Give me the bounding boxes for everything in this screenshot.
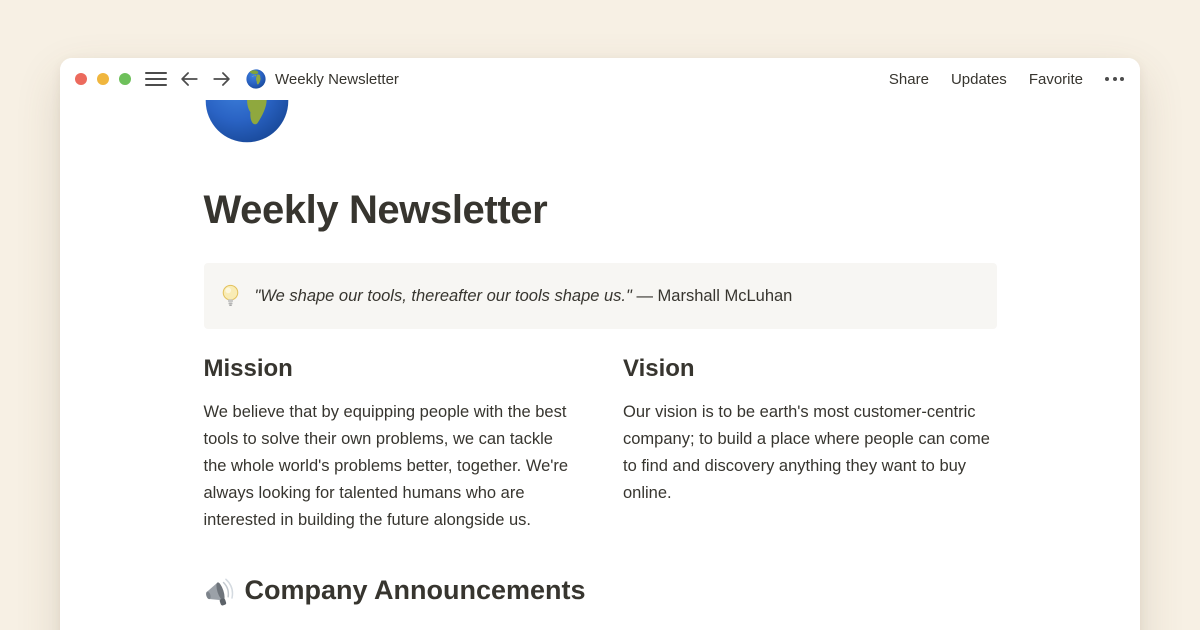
- globe-americas-icon: [204, 100, 290, 144]
- minimize-window-button[interactable]: [97, 73, 109, 85]
- back-arrow-icon[interactable]: [178, 68, 200, 90]
- page-globe-icon-small: [246, 69, 266, 89]
- sidebar-menu-icon[interactable]: [145, 72, 167, 87]
- light-bulb-icon: [220, 284, 241, 307]
- page-title[interactable]: Weekly Newsletter: [203, 188, 548, 232]
- section-heading-text: Company Announcements: [244, 575, 586, 605]
- updates-button[interactable]: Updates: [950, 70, 1007, 88]
- traffic-lights: [75, 73, 131, 85]
- titlebar-actions: [889, 71, 1124, 88]
- company-announcements-heading[interactable]: [204, 575, 997, 606]
- more-options-icon[interactable]: [1105, 73, 1124, 85]
- close-window-button[interactable]: [75, 73, 87, 85]
- page-icon-globe[interactable]: [204, 100, 294, 144]
- window-titlebar: [60, 58, 1140, 100]
- vision-column: [623, 355, 997, 534]
- quote-attribution: — Marshall McLuhan: [631, 287, 793, 305]
- vision-paragraph[interactable]: Our vision is to be earth's most customer-centric company; to build a place where people can come to find and discovery anything they want to buy online.: [623, 403, 990, 502]
- app-window: [60, 58, 1140, 630]
- share-button[interactable]: Share: [888, 70, 929, 88]
- mission-heading[interactable]: Mission: [203, 355, 293, 382]
- titlebar-page-title: Weekly Newsletter: [275, 70, 399, 88]
- mission-column: [204, 355, 578, 534]
- vision-heading[interactable]: Vision: [623, 355, 695, 382]
- forward-arrow-icon[interactable]: [211, 68, 233, 90]
- favorite-button[interactable]: Favorite: [1028, 70, 1083, 88]
- loudspeaker-icon: [204, 576, 234, 606]
- two-column-layout: [204, 355, 997, 534]
- mission-paragraph[interactable]: We believe that by equipping people with the best tools to solve their own problems, we can tackle the whole world's problems better, together. We're always looking for talented humans who are interested in building the future alongside us.: [203, 403, 569, 529]
- callout-text: [255, 283, 793, 309]
- zoom-window-button[interactable]: [119, 73, 131, 85]
- page-content: [204, 100, 997, 606]
- quote-text: "We shape our tools, thereafter our tools shape us.": [254, 287, 632, 305]
- quote-callout[interactable]: [204, 263, 997, 329]
